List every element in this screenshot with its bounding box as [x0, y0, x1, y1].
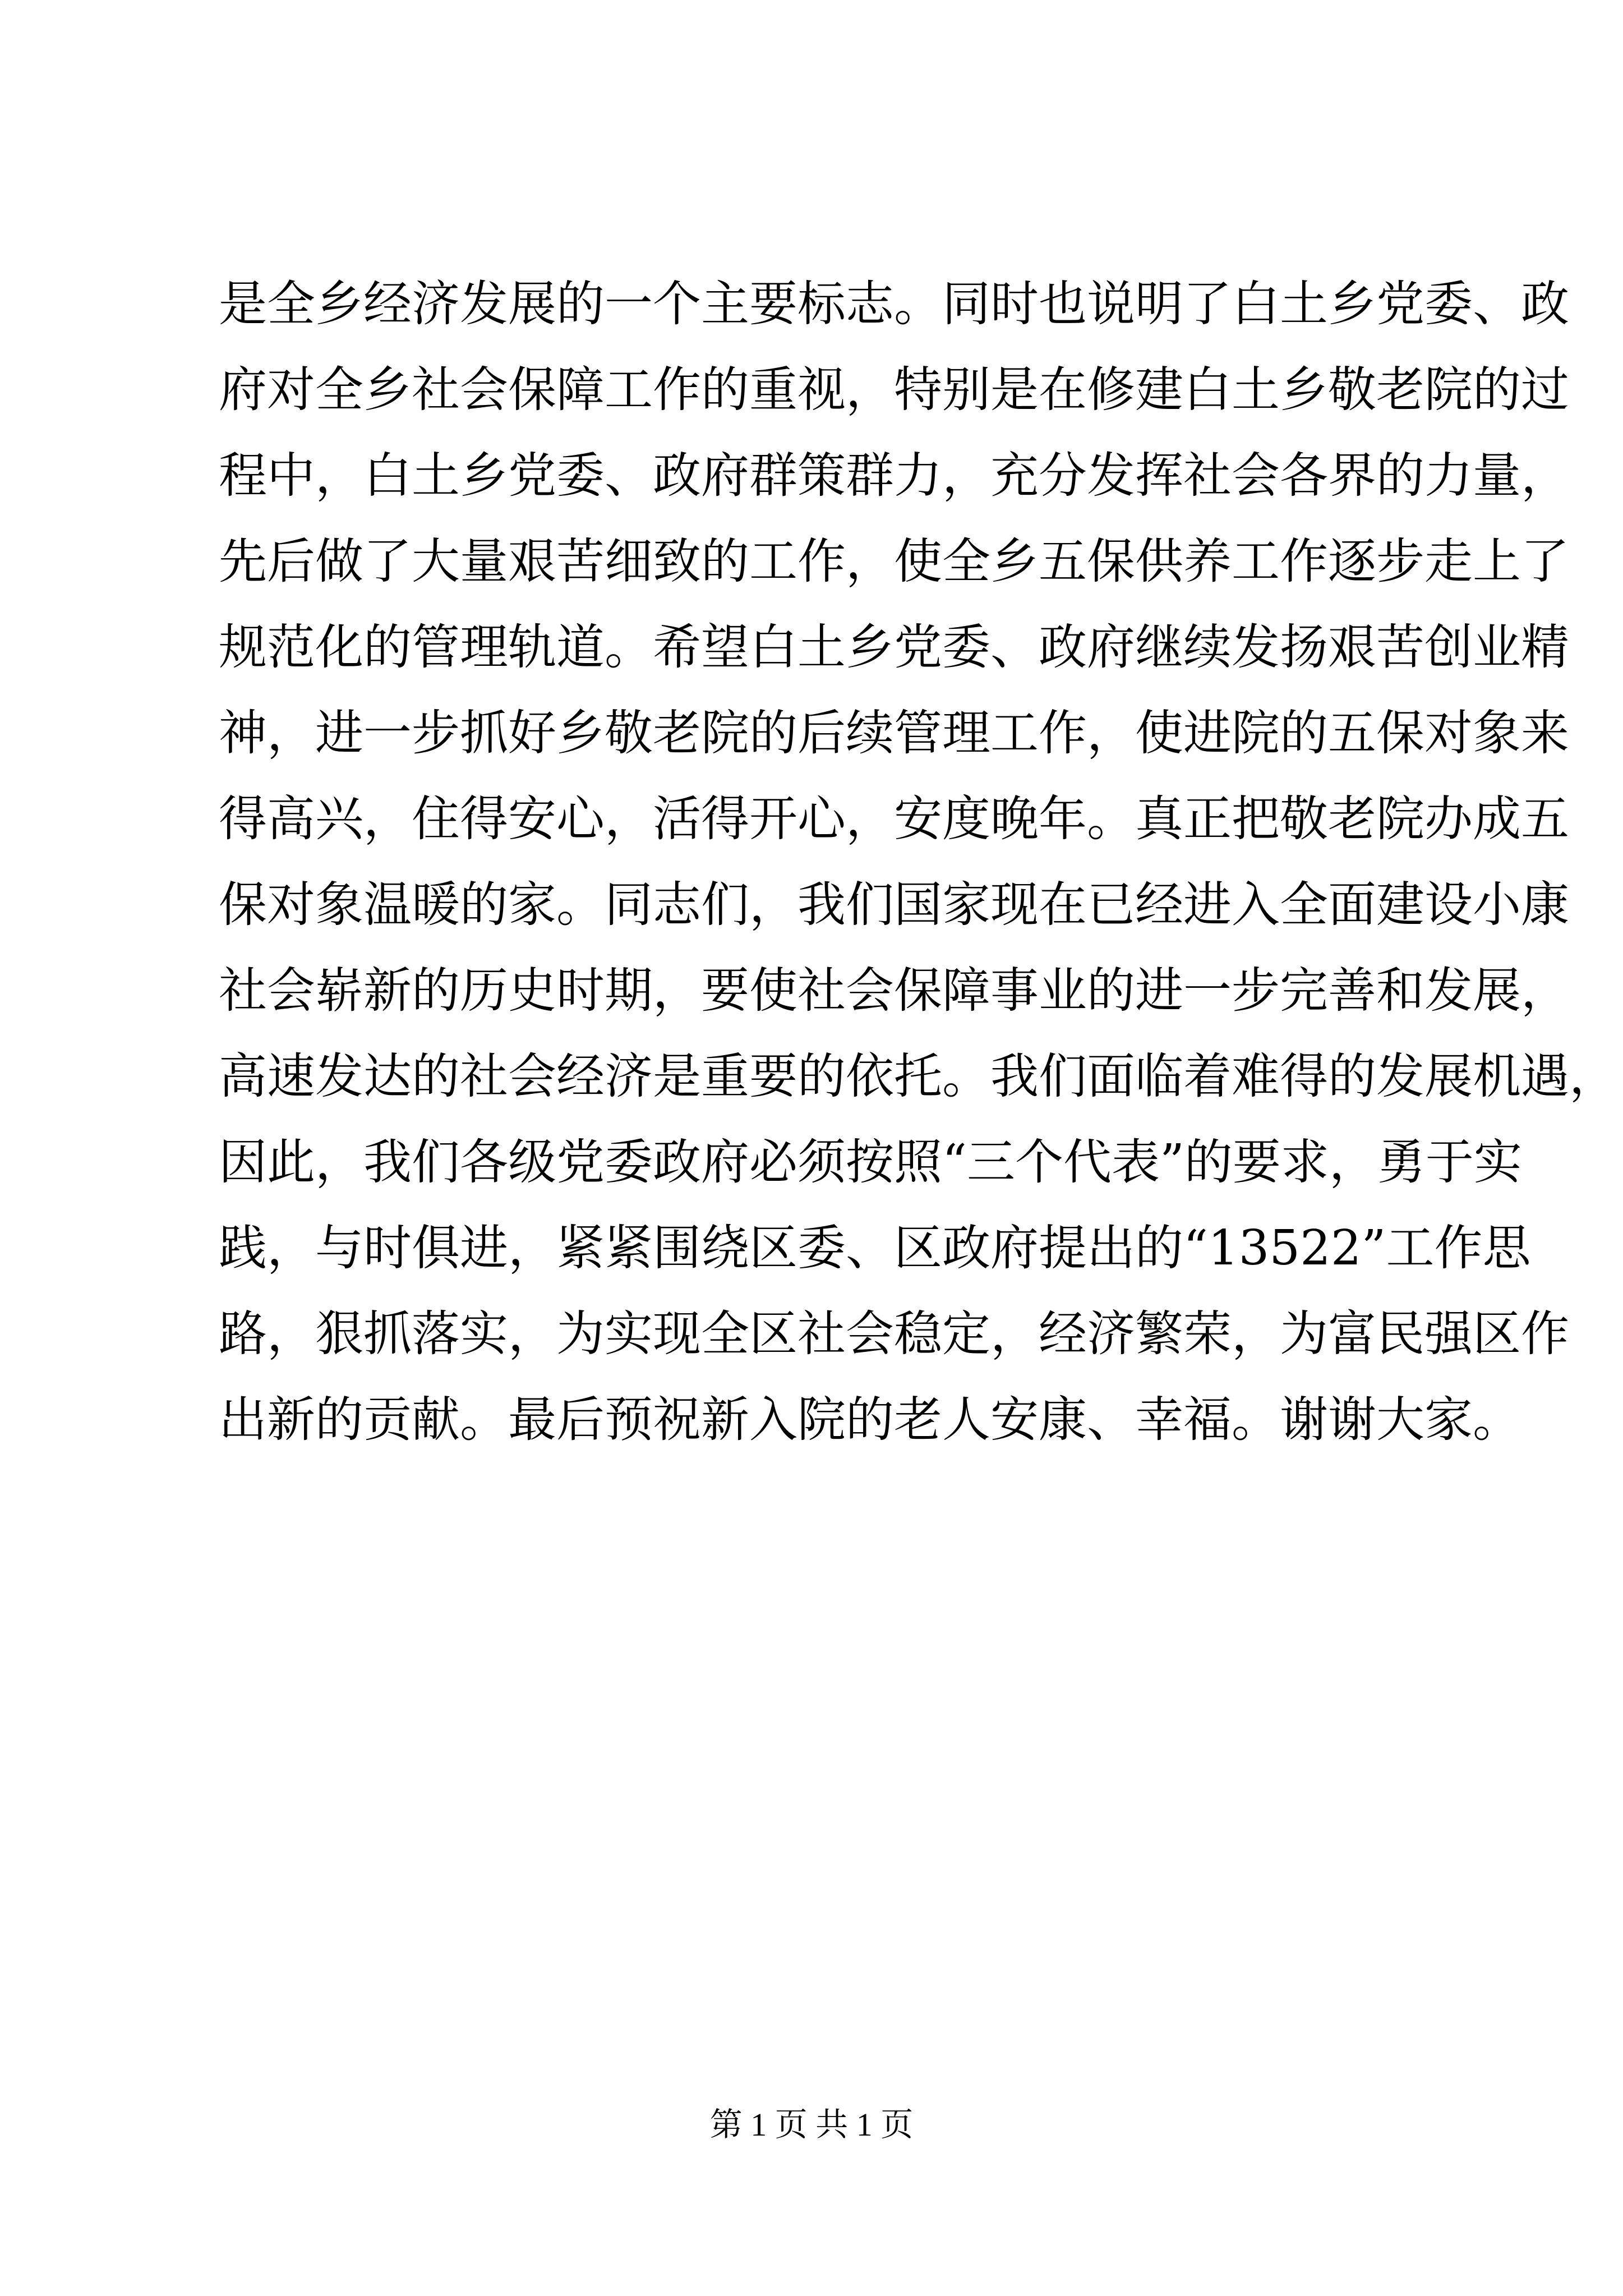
- text-line: 社会崭新的历史时期，要使社会保障事业的进一步完善和发展，: [219, 963, 1569, 1019]
- page-footer: 第 1 页 共 1 页: [709, 2106, 914, 2143]
- text-line: 神，进一步抓好乡敬老院的后续管理工作，使进院的五保对象来: [219, 705, 1569, 761]
- text-line: 保对象温暖的家。同志们，我们国家现在已经进入全面建设小康: [219, 877, 1569, 933]
- body-text: [219, 261, 1617, 1463]
- text-line: 规范化的管理轨道。希望白土乡党委、政府继续发扬艰苦创业精: [219, 619, 1569, 675]
- text-line: 路，狠抓落实，为实现全区社会稳定，经济繁荣，为富民强区作: [219, 1306, 1569, 1362]
- text-line: 程中，白土乡党委、政府群策群力，充分发挥社会各界的力量，: [219, 448, 1569, 504]
- text-line: 府对全乡社会保障工作的重视，特别是在修建白土乡敬老院的过: [219, 362, 1569, 418]
- text-line: 出新的贡献。最后预祝新入院的老人安康、幸福。谢谢大家。: [219, 1392, 1521, 1448]
- text-line: 是全乡经济发展的一个主要标志。同时也说明了白土乡党委、政: [219, 276, 1569, 332]
- text-line: 因此，我们各级党委政府必须按照“三个代表”的要求，勇于实: [219, 1134, 1522, 1190]
- text-line: 得高兴，住得安心，活得开心，安度晚年。真正把敬老院办成五: [219, 791, 1569, 847]
- text-line: 践，与时俱进，紧紧围绕区委、区政府提出的“13522”工作思: [219, 1220, 1531, 1276]
- text-line: 高速发达的社会经济是重要的依托。我们面临着难得的发展机遇，: [219, 1048, 1617, 1105]
- text-line: 先后做了大量艰苦细致的工作，使全乡五保供养工作逐步走上了: [219, 533, 1569, 590]
